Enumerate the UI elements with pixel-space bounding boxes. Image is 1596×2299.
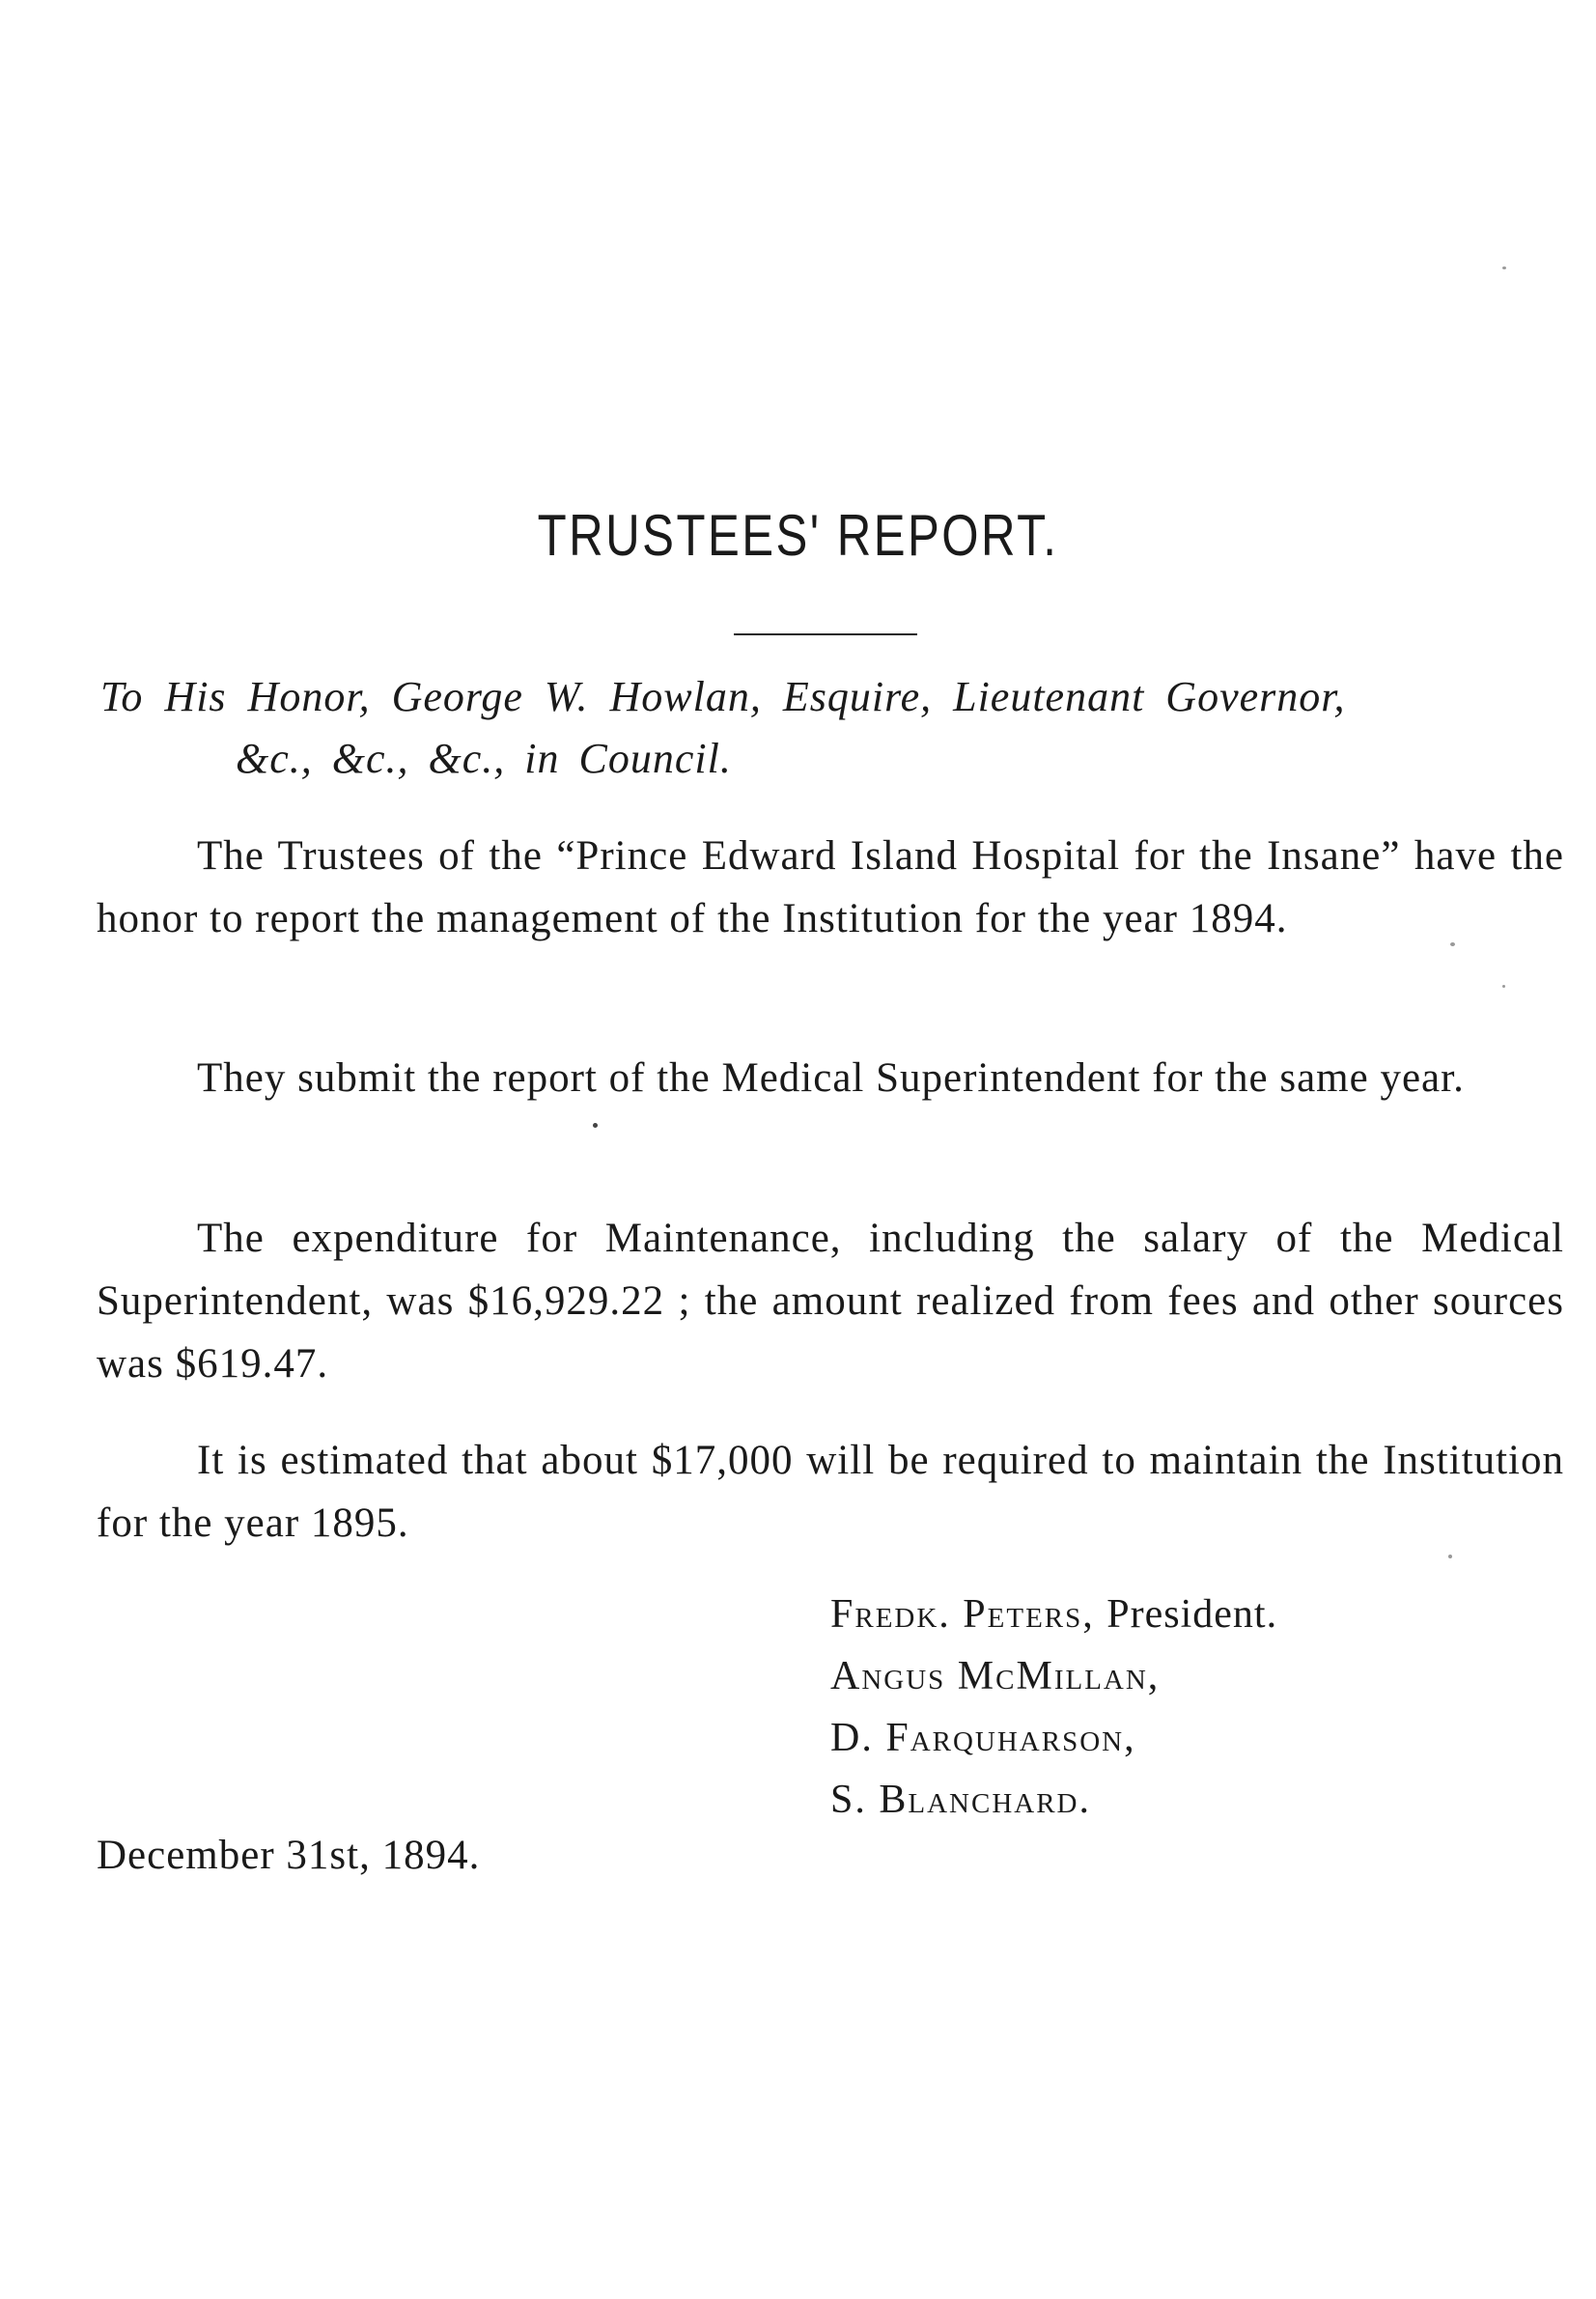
paragraph-expenditure: The expenditure for Maintenance, including the salary of the Medical Superintendent, was $16,929.22 ; the amount realized from fees and other sources was $619.47. (97, 1216, 1564, 1387)
signatory-block (830, 1584, 1277, 1831)
salutation-address (100, 666, 1568, 790)
scan-speck (1502, 266, 1506, 269)
signatory-trustee: S. Blanchard. (830, 1778, 1091, 1822)
paragraph-medical-report: They submit the report of the Medical Superintendent for the same year. (197, 1055, 1465, 1101)
report-title: TRUSTEES' REPORT. (537, 503, 1059, 568)
signatory-president-role: President. (1106, 1592, 1278, 1637)
paragraph-management: The Trustees of the “Prince Edward Island Hospital for the Insane” have the honor to report the management of the Institution for the year 1894. (97, 833, 1564, 941)
scan-speck (1448, 1555, 1452, 1558)
title-divider (734, 633, 917, 635)
scan-speck (593, 1123, 598, 1128)
signatory-trustee: Angus McMillan, (830, 1654, 1161, 1698)
paragraph-estimate: It is estimated that about $17,000 will be required to maintain the Institution for the year 1895. (97, 1438, 1564, 1546)
address-line-2: &c., &c., &c., in Council. (236, 735, 732, 782)
address-line-1: To His Honor, George W. Howlan, Esquire, Lieutenant Governor, (100, 673, 1346, 720)
report-date: December 31st, 1894. (97, 1833, 481, 1878)
signatory-president-name: Fredk. Peters, (830, 1592, 1095, 1637)
scan-speck (1450, 942, 1455, 946)
scan-speck (1502, 985, 1505, 988)
signatory-trustee: D. Farquharson, (830, 1716, 1136, 1760)
signatory-president (830, 1584, 1277, 1645)
